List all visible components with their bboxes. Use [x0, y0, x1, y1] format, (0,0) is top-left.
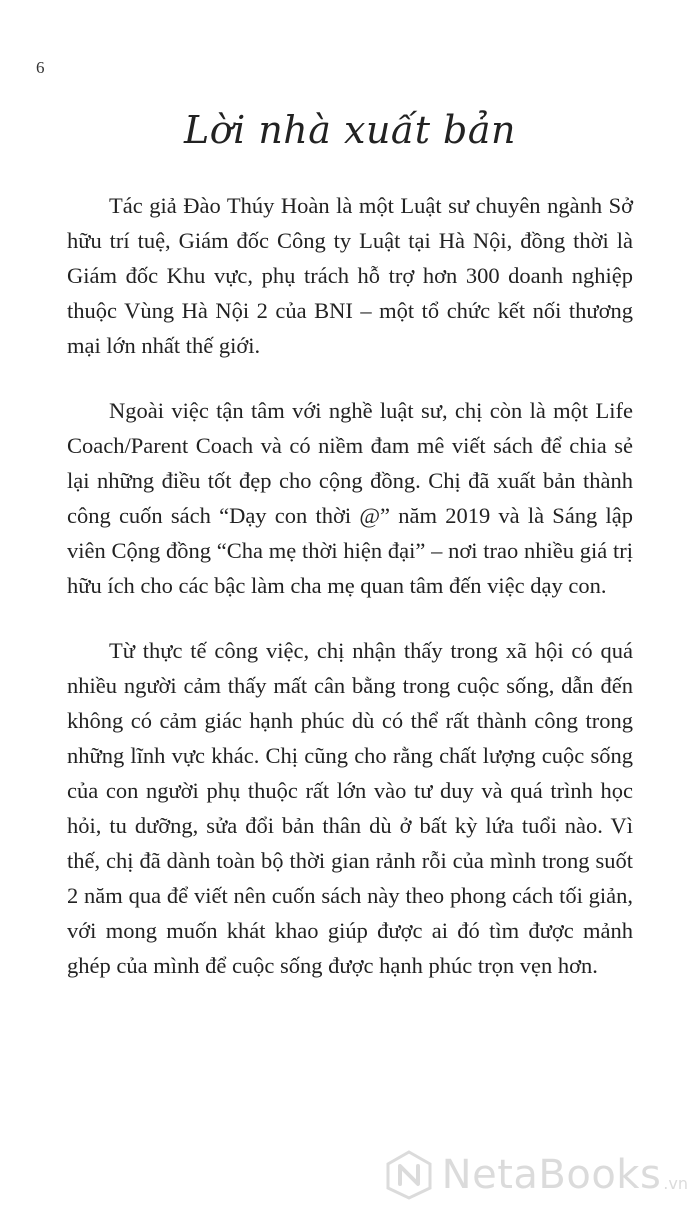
- body-text: [67, 188, 633, 1013]
- paragraph: Tác giả Đào Thúy Hoàn là một Luật sư chuyên ngành Sở hữu trí tuệ, Giám đốc Công ty Luật tại Hà Nội, đồng thời là Giám đốc Khu vực, phụ trách hỗ trợ hơn 300 doanh nghiệp thuộc Vùng Hà Nội 2 của BNI – một tổ chức kết nối thương mại lớn nhất thế giới.: [67, 193, 633, 358]
- page-title: Lời nhà xuất bản: [183, 108, 517, 152]
- watermark: [384, 1150, 688, 1200]
- netabooks-logo-icon: [384, 1150, 434, 1200]
- page-number: 6: [36, 58, 45, 77]
- paragraph: Ngoài việc tận tâm với nghề luật sư, chị còn là một Life Coach/Parent Coach và có niềm đam mê viết sách để chia sẻ lại những điều tốt đẹp cho cộng đồng. Chị đã xuất bản thành công cuốn sách “Dạy con thời @” năm 2019 và là Sáng lập viên Cộng đồng “Cha mẹ thời hiện đại” – nơi trao nhiều giá trị hữu ích cho các bậc làm cha mẹ quan tâm đến việc dạy con.: [67, 398, 633, 598]
- watermark-suffix: .vn: [663, 1174, 688, 1193]
- paragraph: Từ thực tế công việc, chị nhận thấy trong xã hội có quá nhiều người cảm thấy mất cân bằng trong cuộc sống, dẫn đến không có cảm giác hạnh phúc dù có thể rất thành công trong những lĩnh vực khác. Chị cũng cho rằng chất lượng cuộc sống của con người phụ thuộc rất lớn vào tư duy và quá trình học hỏi, tu dưỡng, sửa đổi bản thân dù ở bất kỳ lứa tuổi nào. Vì thế, chị đã dành toàn bộ thời gian rảnh rỗi của mình trong suốt 2 năm qua để viết nên cuốn sách này theo phong cách tối giản, với mong muốn khát khao giúp được ai đó tìm được mảnh ghép của mình để cuộc sống được hạnh phúc trọn vẹn hơn.: [67, 638, 633, 978]
- watermark-text: NetaBooks: [441, 1152, 662, 1198]
